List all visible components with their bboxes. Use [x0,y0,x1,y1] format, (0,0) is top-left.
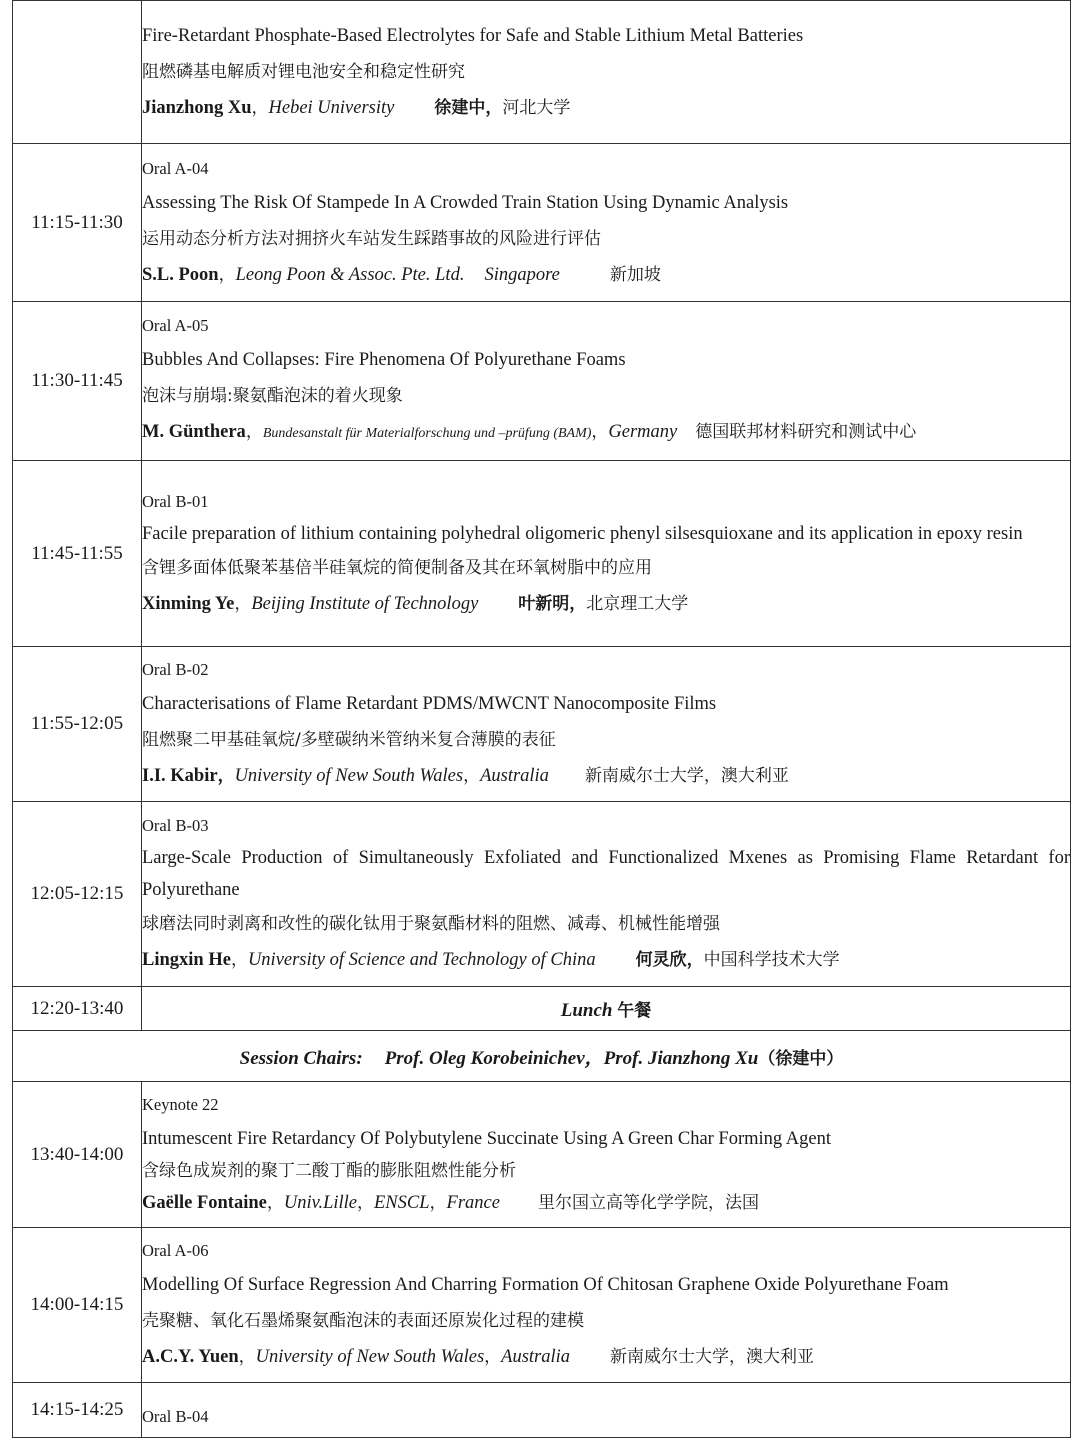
program-row [13,461,1071,647]
speaker-line: Jianzhong Xu，Hebei University 徐建中，河北大学 [142,98,571,118]
speaker-name: Gaëlle Fontaine [142,1192,267,1213]
session-label: Oral B-02 [142,660,209,679]
speaker-affiliation: Bundesanstalt für Materialforschung und –prüfung (BAM) [262,426,592,441]
talk-title-cn: 含锂多面体低聚苯基倍半硅氧烷的简便制备及其在环氧树脂中的应用 [142,557,652,578]
speaker-name: Jianzhong Xu [142,98,252,118]
program-row [13,1383,1071,1438]
speaker-line: A.C.Y. Yuen，University of New South Wales，Australia 新南威尔士大学，澳大利亚 [142,1347,815,1367]
session-chairs-cn: （徐建中） [758,1048,844,1069]
program-row [13,1082,1071,1228]
program-table [12,0,1071,1438]
talk-cell [142,144,1071,302]
talk-title: Modelling Of Surface Regression And Charring Formation Of Chitosan Graphene Oxide Polyurethane Foam [142,1275,949,1295]
speaker-line: Xinming Ye，Beijing Institute of Technology 叶新明，北京理工大学 [142,593,689,614]
lunch-row [13,987,1071,1031]
speaker-country-cn: 新加坡 [609,264,661,285]
speaker-affiliation: Univ.Lille [283,1192,357,1213]
speaker-name-cn: 徐建中 [434,98,486,118]
time-cell: 11:55-12:05 [13,647,142,802]
time-cell: 14:00-14:15 [13,1228,142,1383]
time-cell: 11:15-11:30 [13,144,142,302]
session-label: Oral B-01 [142,491,209,511]
talk-title: Bubbles And Collapses: Fire Phenomena Of Polyurethane Foams [142,350,626,370]
speaker-country: France [446,1192,500,1213]
speaker-line: I.I. Kabir，University of New South Wales，Australia 新南威尔士大学，澳大利亚 [142,766,789,786]
talk-title-cn: 泡沫与崩塌:聚氨酯泡沫的着火现象 [142,386,403,406]
speaker-name: I.I. Kabir [142,766,218,786]
speaker-affiliation-cn: 新南威尔士大学，澳大利亚 [610,1347,815,1367]
session-chairs-names: Prof. Oleg Korobeinichev，Prof. Jianzhong Xu [384,1047,759,1069]
talk-title-cn: 运用动态分析方法对拥挤火车站发生踩踏事故的风险进行评估 [142,228,601,249]
program-row [13,144,1071,302]
speaker-line: S.L. Poon，Leong Poon & Assoc. Pte. Ltd. Singapore 新加坡 [142,264,661,285]
talk-title-cn: 球磨法同时剥离和改性的碳化钛用于聚氨酯材料的阻燃、减毒、机械性能增强 [142,914,720,934]
program-row [13,647,1071,802]
speaker-name: S.L. Poon [142,264,219,285]
talk-title: Facile preparation of lithium containing polyhedral oligomeric phenyl silsesquioxane and its application in epoxy resin [142,523,1023,544]
speaker-affiliation: University of New South Wales [234,766,464,786]
time-cell: 12:05-12:15 [13,802,142,987]
speaker-affiliation: Hebei University [268,98,395,118]
talk-cell [142,1383,1071,1438]
session-chairs-cell [13,1031,1071,1082]
program-row [13,302,1071,461]
speaker-line: M. Günthera，Bundesanstalt für Materialforschung und –prüfung (BAM)，Germany 德国联邦材料研究和测试中心 [142,422,917,442]
speaker-affiliation: University of Science and Technology of China [247,950,596,970]
talk-cell [142,1228,1071,1383]
time-cell [13,1,142,144]
talk-cell [142,802,1071,987]
time-cell: 11:45-11:55 [13,461,142,647]
speaker-name: A.C.Y. Yuen [142,1347,239,1367]
speaker-name: Lingxin He [142,950,231,970]
time-cell: 14:15-14:25 [13,1383,142,1438]
speaker-affiliation-cn: 里尔国立高等化学学院，法国 [537,1192,759,1213]
session-label: Oral A-06 [142,1241,209,1260]
time-cell: 12:20-13:40 [13,987,142,1031]
session-label: Oral A-05 [142,316,209,335]
lunch-label: Lunch [560,999,613,1021]
talk-title-cn: 含绿色成炭剂的聚丁二酸丁酯的膨胀阻燃性能分析 [142,1160,516,1181]
talk-cell [142,461,1071,647]
talk-cell [142,302,1071,461]
session-label: Oral B-04 [142,1407,209,1426]
speaker-line: Lingxin He，University of Science and Technology of China 何灵欣，中国科学技术大学 [142,950,840,970]
speaker-affiliation-cn: 北京理工大学 [586,593,689,614]
talk-cell [142,1,1071,144]
speaker-affiliation-cn: 河北大学 [502,98,571,118]
time-cell: 13:40-14:00 [13,1082,142,1228]
program-row [13,802,1071,987]
talk-title: Intumescent Fire Retardancy Of Polybutylene Succinate Using A Green Char Forming Agent [142,1128,831,1149]
speaker-affiliation-cn: 德国联邦材料研究和测试中心 [695,422,917,442]
talk-title-cn: 阻燃磷基电解质对锂电池安全和稳定性研究 [142,62,465,82]
lunch-label-cn: 午餐 [617,1000,652,1021]
speaker-name-cn: 何灵欣 [635,950,687,970]
talk-title: Characterisations of Flame Retardant PDMS/MWCNT Nanocomposite Films [142,694,717,714]
program-row [13,1,1071,144]
lunch-cell [142,987,1071,1031]
speaker-line: Gaëlle Fontaine，Univ.Lille，ENSCL，France 里尔国立高等化学学院，法国 [142,1192,759,1213]
talk-title: Assessing The Risk Of Stampede In A Crowded Train Station Using Dynamic Analysis [142,192,789,213]
talk-cell [142,1082,1071,1228]
speaker-country: Singapore [484,264,560,285]
session-label: Oral A-04 [142,158,209,178]
session-label: Keynote 22 [142,1094,219,1114]
speaker-name: Xinming Ye [142,593,235,614]
speaker-affiliation: University of New South Wales [255,1347,485,1367]
speaker-affiliation: Beijing Institute of Technology [251,593,479,614]
talk-title: Large-Scale Production of Simultaneously Exfoliated and Functionalized Mxenes as Promising Flame Retardant for Polyurethane [142,848,1070,900]
talk-title-cn: 阻燃聚二甲基硅氧烷/多壁碳纳米管纳米复合薄膜的表征 [142,730,556,750]
talk-cell [142,647,1071,802]
speaker-country: Australia [480,766,549,786]
speaker-affiliation-cn: 中国科学技术大学 [703,950,840,970]
speaker-country: Australia [501,1347,571,1367]
speaker-affiliation-cn: 新南威尔士大学，澳大利亚 [584,766,789,786]
session-label: Oral B-03 [142,816,209,835]
speaker-name: M. Günthera [142,422,246,442]
talk-title-cn: 壳聚糖、氧化石墨烯聚氨酯泡沫的表面还原炭化过程的建模 [142,1311,584,1331]
time-cell: 11:30-11:45 [13,302,142,461]
speaker-affiliation-2: ENSCL [374,1192,430,1213]
session-chairs-label: Session Chairs: [239,1047,363,1069]
speaker-affiliation: Leong Poon & Assoc. Pte. Ltd. [235,264,465,285]
speaker-country: Germany [608,422,678,442]
speaker-name-cn: 叶新明 [518,593,570,614]
program-row [13,1228,1071,1383]
session-chairs-row [13,1031,1071,1082]
talk-title: Fire-Retardant Phosphate-Based Electrolytes for Safe and Stable Lithium Metal Batteries [142,26,804,46]
